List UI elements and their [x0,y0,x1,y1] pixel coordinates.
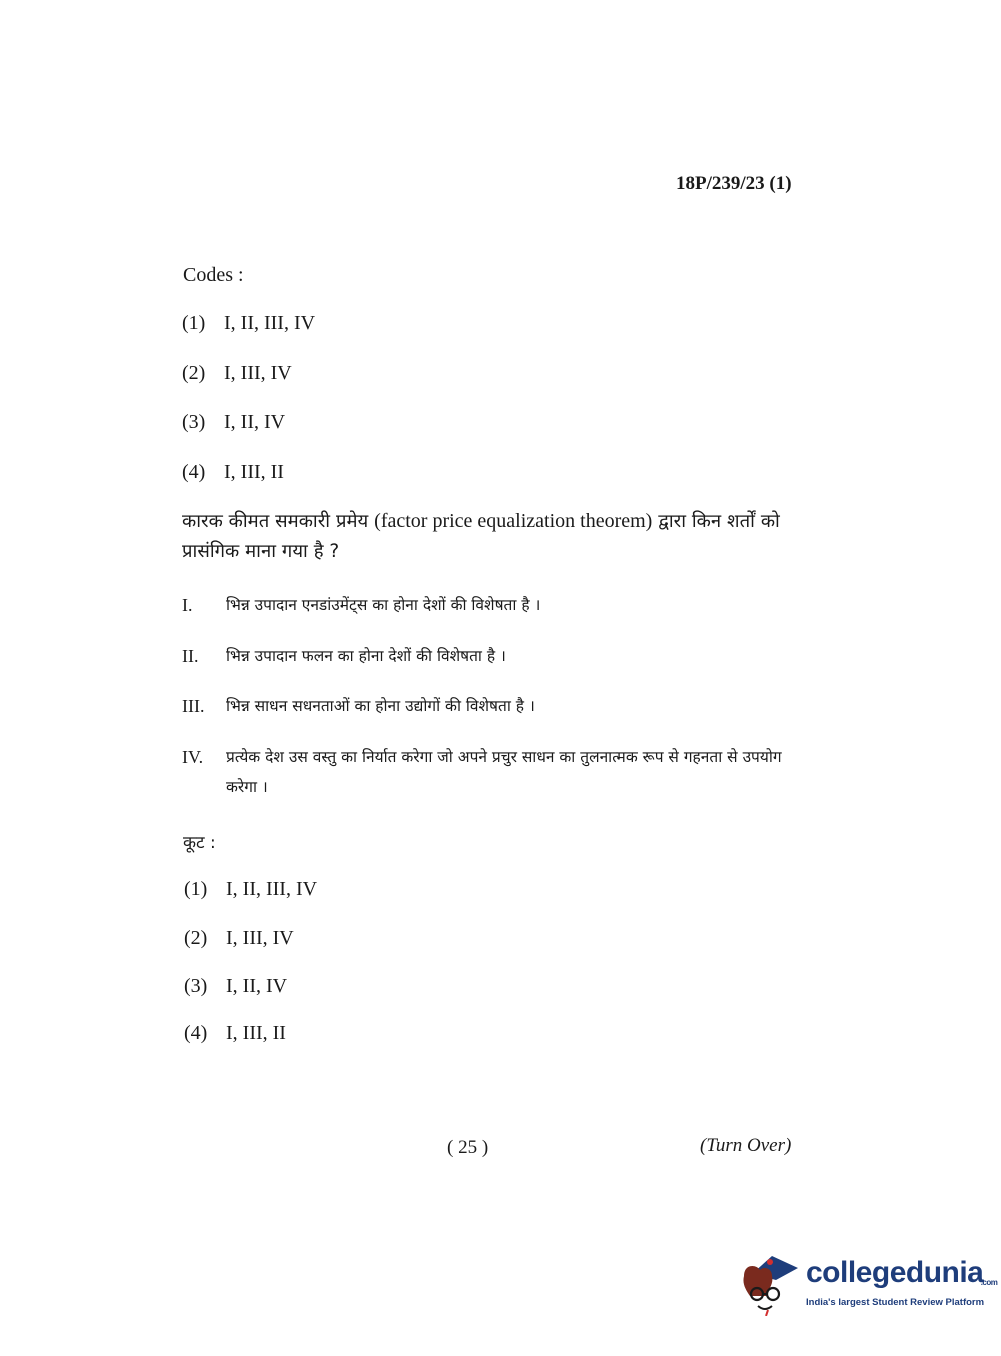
logo-brand [806,1256,998,1290]
hindi-code-option-2 [184,927,294,950]
statement-numeral: I. [182,595,193,615]
option-text: I, II, III, IV [226,878,318,900]
turn-over-label: (Turn Over) [700,1135,792,1156]
option-text: I, III, II [224,461,284,483]
option-number: (1) [182,312,206,334]
option-number: (2) [184,927,208,949]
page-number: ( 25 ) [447,1137,489,1158]
option-text: I, II, IV [224,411,286,433]
hindi-codes-label: कूट : [183,833,216,853]
hindi-question [182,506,792,567]
code-option-4 [182,461,284,484]
question-text-after: द्वारा किन शर्तों को प्रासंगिक माना गया है ? [182,511,780,562]
statement-4 [182,742,792,802]
option-number: (4) [182,461,206,483]
option-number: (1) [184,878,208,900]
option-text: I, III, IV [226,927,294,949]
logo-domain: .com [980,1278,998,1287]
option-text: I, II, III, IV [224,312,316,334]
code-option-3 [182,411,285,434]
hindi-code-option-3 [184,975,287,998]
collegedunia-logo [738,1250,998,1316]
statement-numeral: IV. [182,747,204,767]
question-text-before: कारक कीमत समकारी प्रमेय [182,511,375,532]
statement-text: प्रत्येक देश उस वस्तु का निर्यात करेगा जो अपने प्रचुर साधन का तुलनात्मक रूप से गहनता से उपयोग करेगा । [226,748,782,796]
statement-text: भिन्न उपादान एनडांउमेंट्स का होना देशों की विशेषता है । [226,596,541,614]
question-text-english: (factor price equalization theorem) [374,510,653,532]
statement-text: भिन्न साधन सधनताओं का होना उद्योगों की विशेषता है । [226,697,535,715]
logo-tagline: India's largest Student Review Platform [806,1297,985,1308]
statement-text: भिन्न उपादान फलन का होना देशों की विशेषता है । [226,647,506,665]
hindi-code-option-1 [184,878,317,901]
code-option-2 [182,362,292,385]
option-number: (3) [184,975,208,997]
option-text: I, II, IV [226,975,288,997]
codes-label: Codes : [183,264,244,286]
option-text: I, III, II [226,1022,286,1044]
code-option-1 [182,312,315,335]
statement-2 [182,641,792,671]
option-number: (2) [182,362,206,384]
paper-code: 18P/239/23 (1) [676,173,792,194]
option-number: (4) [184,1022,208,1044]
statement-3 [182,691,792,721]
logo-brand-text: collegedunia [806,1256,984,1289]
statement-numeral: II. [182,646,199,666]
statement-numeral: III. [182,696,205,716]
mascot-icon [738,1250,802,1316]
option-text: I, III, IV [224,362,292,384]
hindi-code-option-4 [184,1022,286,1045]
statement-1 [182,590,792,620]
option-number: (3) [182,411,206,433]
